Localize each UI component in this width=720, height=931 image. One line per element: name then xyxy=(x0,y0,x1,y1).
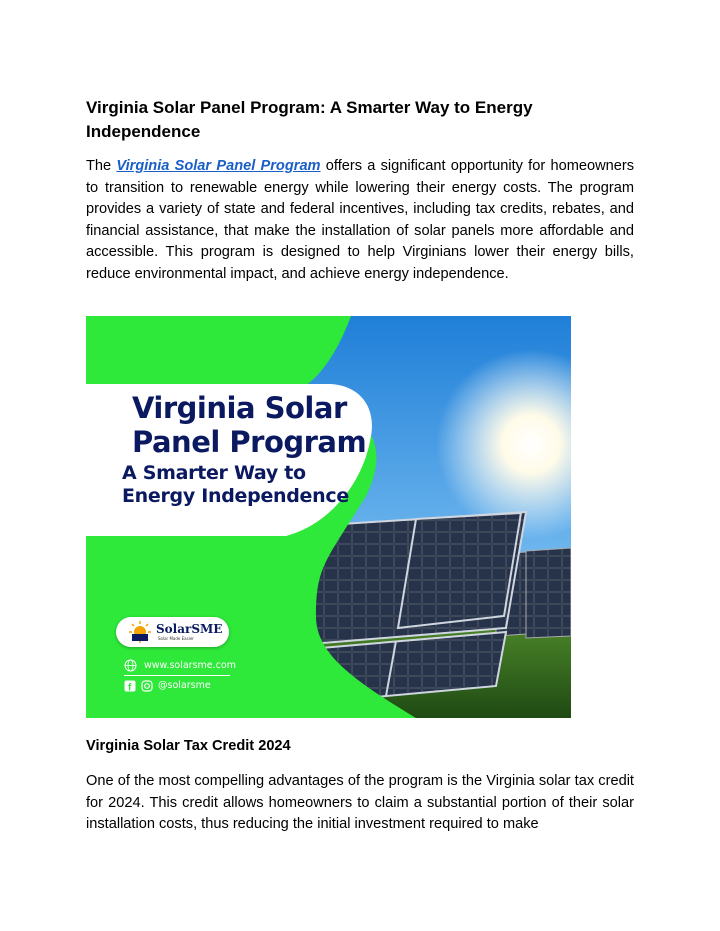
contact-divider xyxy=(124,675,230,676)
website-text: www.solarsme.com xyxy=(144,660,236,671)
section-body: One of the most compelling advantages of the program is the Virginia solar tax credit for 2024. This credit allows homeowners to claim a substantial portion of their solar installation costs, thus reducing the initial investment required to make xyxy=(86,773,634,832)
globe-icon xyxy=(124,659,137,672)
intro-prefix: The xyxy=(86,158,117,174)
facebook-icon xyxy=(124,680,136,692)
hero-line-1: Virginia Solar xyxy=(132,391,347,425)
hero-line-4: Energy Independence xyxy=(122,485,349,507)
hero-line-3: A Smarter Way to xyxy=(122,462,306,484)
document-title: Virginia Solar Panel Program: A Smarter Way to Energy Independence xyxy=(86,98,533,141)
instagram-icon xyxy=(141,680,153,692)
hero-line-2: Panel Program xyxy=(132,425,367,459)
program-link[interactable]: Virginia Solar Panel Program xyxy=(116,158,321,174)
intro-rest: offers a significant opportunity for homeowners to transition to renewable energy while lowering their energy costs. The program provides a variety of state and federal incentives, including tax credits, rebates, and financial assistance, that make the installation of solar panels more affordable and accessible. This program is designed to help Virginians lower their energy bills, reduce environmental impact, and achieve energy independence. xyxy=(86,158,635,282)
social-handle: @solarsme xyxy=(158,680,211,691)
solarsme-logo xyxy=(116,617,229,647)
hero-image xyxy=(86,316,571,718)
intro-paragraph xyxy=(86,156,634,285)
logo-tagline: Solar Made Easier xyxy=(158,636,194,641)
svg-text:f: f xyxy=(128,682,132,692)
sun-logo-icon xyxy=(126,621,154,643)
section-heading: Virginia Solar Tax Credit 2024 xyxy=(86,738,291,754)
logo-name: SolarSME xyxy=(156,622,223,636)
